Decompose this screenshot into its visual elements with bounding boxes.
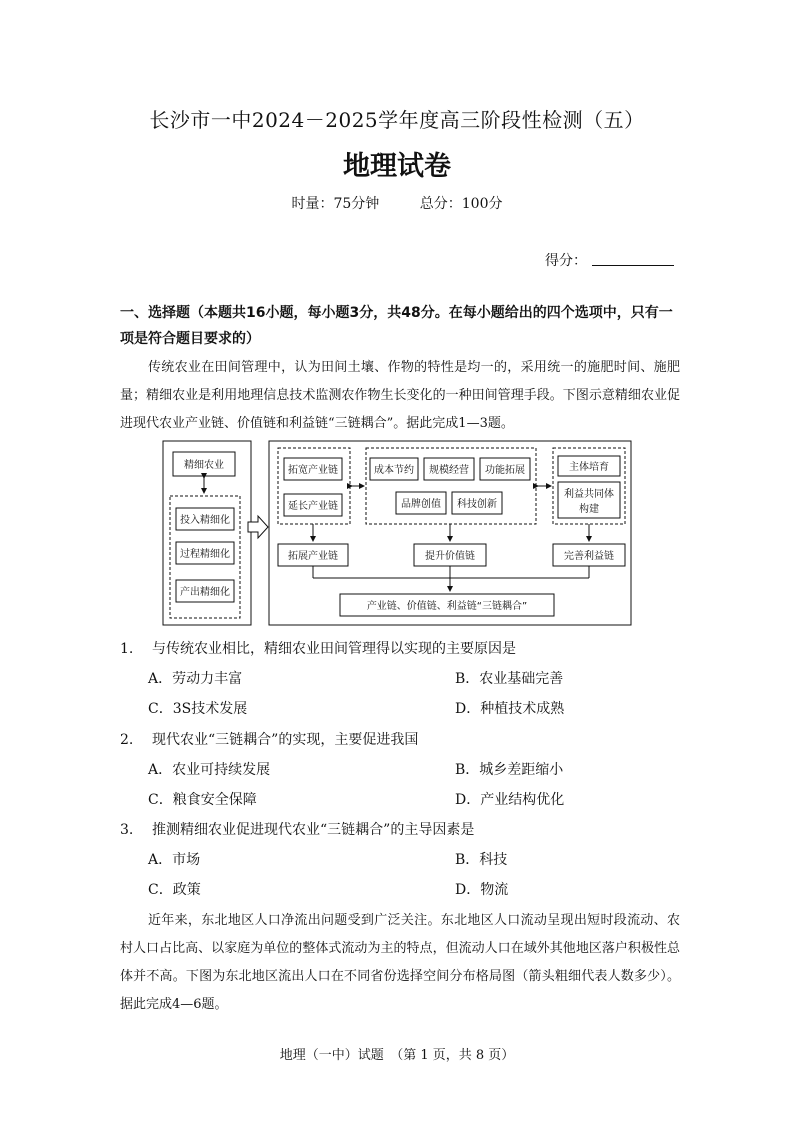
- label-input: 投入精细化: [180, 515, 230, 526]
- time-limit: 时量：75分钟: [291, 196, 380, 212]
- label-process: 过程精细化: [180, 549, 230, 560]
- option-d[interactable]: D．种植技术成熟: [455, 701, 565, 717]
- page-footer: 地理（一中）试题 （第 1 页，共 8 页）: [279, 1048, 515, 1063]
- question-number: 3.: [120, 822, 134, 838]
- label-output: 产出精细化: [180, 587, 230, 598]
- option-a[interactable]: A．劳动力丰富: [148, 671, 243, 687]
- option-a[interactable]: A．市场: [148, 852, 201, 868]
- question-stem: 与传统农业相比，精细农业田间管理得以实现的主要原因是: [152, 641, 516, 657]
- question-3: [120, 819, 474, 839]
- label-widen: 拓宽产业链: [288, 465, 338, 476]
- score-label: 得分：: [545, 253, 587, 269]
- question-number: 1.: [120, 641, 134, 657]
- option-b[interactable]: B．城乡差距缩小: [455, 762, 564, 778]
- option-c[interactable]: C．粮食安全保障: [148, 792, 257, 808]
- total-score: 总分：100分: [419, 196, 503, 212]
- label-expand: 拓展产业链: [288, 551, 338, 562]
- label-value: 提升价值链: [425, 551, 475, 562]
- label-subject: 主体培育: [569, 462, 609, 473]
- label-mech-2: 构建: [579, 504, 599, 515]
- label-mech-1: 利益共同体: [564, 489, 614, 500]
- option-b[interactable]: B．农业基础完善: [455, 671, 564, 687]
- three-chain-diagram: [160, 438, 634, 628]
- question-2: [120, 729, 418, 749]
- option-d[interactable]: D．物流: [455, 882, 509, 898]
- section-heading: 一、选择题（本题共16小题，每小题3分，共48分。在每小题给出的四个选项中，只有一项是符合题目要求的）: [120, 305, 673, 347]
- time-info: [0, 193, 794, 213]
- exam-title: 长沙市一中2024－2025学年度高三阶段性检测（五）: [149, 108, 645, 132]
- question-number: 2.: [120, 732, 134, 748]
- subject-title: 地理试卷: [343, 151, 451, 182]
- question-stem: 推测精细农业促进现代农业“三链耦合”的主导因素是: [152, 822, 475, 838]
- option-c[interactable]: C．3S技术发展: [148, 701, 248, 717]
- question-stem: 现代农业“三链耦合”的实现，主要促进我国: [152, 732, 419, 748]
- label-benefit: 完善利益链: [564, 551, 614, 562]
- label-precision: 精细农业: [184, 460, 224, 471]
- label-scale: 规模经营: [429, 465, 469, 476]
- question-1: [120, 638, 516, 658]
- label-final: 产业链、价值链、利益链“三链耦合”: [366, 601, 528, 612]
- option-b[interactable]: B．科技: [455, 852, 508, 868]
- option-d[interactable]: D．产业结构优化: [455, 792, 565, 808]
- label-brand: 品牌创值: [401, 499, 441, 510]
- label-extend: 延长产业链: [288, 501, 338, 512]
- option-c[interactable]: C．政策: [148, 882, 201, 898]
- score-blank[interactable]: [592, 265, 674, 266]
- passage-2: 近年来，东北地区人口净流出问题受到广泛关注。东北地区人口流动呈现出短时段流动、农村人口占比高、以家庭为单位的整体式流动为主的特点，但流动人口在域外其他地区落户积极性总体并不高。下图为东北地区流出人口在不同省份选择空间分布格局图（箭头粗细代表人数多少）。据此完成4—6题。: [120, 913, 680, 1012]
- option-a[interactable]: A．农业可持续发展: [148, 762, 271, 778]
- label-function: 功能拓展: [485, 465, 525, 476]
- label-cost: 成本节约: [374, 465, 414, 476]
- label-tech: 科技创新: [457, 499, 497, 510]
- passage-1: 传统农业在田间管理中，认为田间土壤、作物的特性是均一的，采用统一的施肥时间、施肥量；精细农业是利用地理信息技术监测农作物生长变化的一种田间管理手段。下图示意精细农业促进现代农业产业链、价值链和利益链“三链耦合”。据此完成1—3题。: [120, 360, 680, 431]
